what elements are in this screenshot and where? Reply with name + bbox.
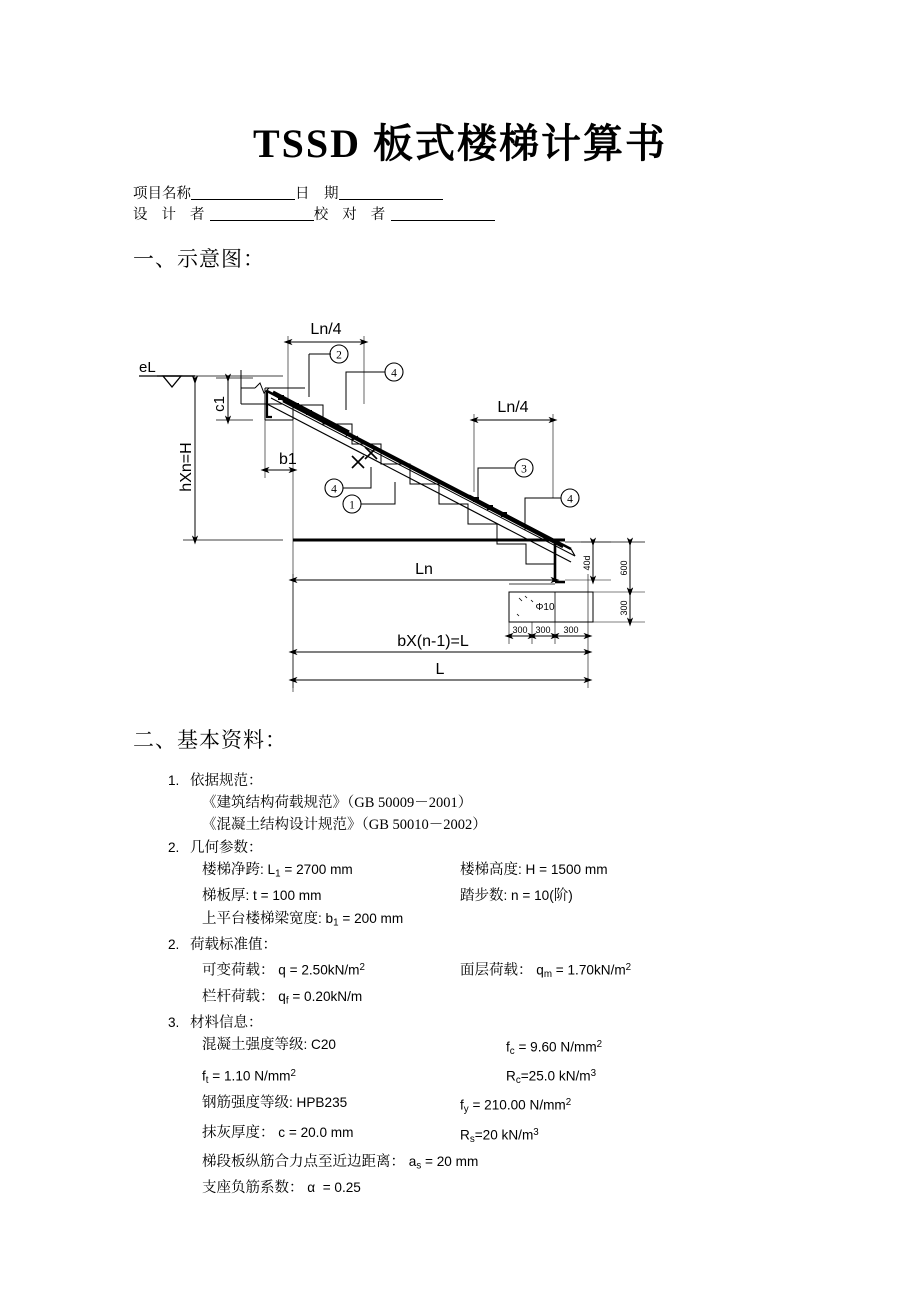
callout-3-label: 3: [521, 463, 527, 476]
mat-fy: $f_y = 210.00$ $N/mm^2$: [460, 1097, 572, 1116]
basics-item-geometry: [133, 837, 833, 935]
basics-item-loads-index: 2.: [168, 937, 180, 953]
table-row: [202, 1063, 833, 1092]
basics-item-geometry-index: 2.: [168, 839, 180, 855]
basics-item-loads: [133, 934, 833, 1012]
level-mark-label: eL: [139, 359, 156, 376]
basics-item-codes-head: [168, 770, 833, 792]
project-name-label: 项目名称: [133, 186, 191, 202]
basics-item-materials-index: 3.: [168, 1015, 180, 1031]
w300-c-label: 300: [563, 625, 579, 635]
project-name-input[interactable]: [191, 199, 295, 200]
basics-item-materials-head: [168, 1012, 833, 1034]
page-title: TSSD 板式楼梯计算书: [252, 121, 668, 166]
mat-rc: $R_c=25.0$ $kN/m^3$: [506, 1068, 597, 1087]
geo-steps: 踏步数: n = 10(阶): [460, 888, 573, 905]
L-label: L: [435, 661, 445, 678]
basics-item-geometry-title: 几何参数：: [190, 839, 263, 856]
mat-rs: $R_s=20$ $kN/m^3$: [460, 1126, 539, 1145]
code-ref-loads: 《建筑结构荷载规范》（GB 50009－2001）: [202, 795, 473, 812]
table-row: [202, 1122, 833, 1151]
geo-thickness: 梯板厚: t = 100 mm: [202, 888, 322, 905]
mat-alpha: 支座负筋系数： α = 0.25: [202, 1180, 361, 1197]
designer-input[interactable]: [210, 220, 314, 221]
mat-fc: $f_c = 9.60$ $N/mm^2$: [506, 1039, 603, 1058]
basics-item-codes-index: 1.: [168, 773, 180, 788]
callout-1-label: 1: [349, 499, 355, 512]
header-fields: [133, 184, 495, 226]
callout-4b-label: 4: [331, 483, 337, 496]
table-row: [202, 908, 833, 935]
designer-label: 设 计 者: [133, 207, 210, 223]
table-row: [202, 986, 833, 1013]
d40-label: 40d: [582, 555, 592, 571]
stair-schematic-svg: [133, 292, 673, 692]
b-n-1-label: bX(n-1)=L: [397, 633, 469, 650]
basics-item-loads-title: 荷载标准值：: [190, 937, 277, 954]
h300-label: 300: [619, 600, 629, 616]
basics-item-geometry-head: [168, 837, 833, 859]
ln-label: Ln: [415, 561, 433, 578]
w300-b-label: 300: [535, 625, 551, 635]
mat-concrete-grade: 混凝土强度等级: C20: [202, 1037, 336, 1054]
header-row-project-date: [133, 184, 495, 205]
code-ref-concrete: 《混凝土结构设计规范》（GB 50010－2002）: [202, 817, 487, 834]
date-input[interactable]: [339, 199, 443, 200]
basics-item-materials: [133, 1012, 833, 1199]
mat-as: 梯段板纵筋合力点至近边距离： $a_s = 20$ mm: [202, 1153, 479, 1172]
callout-4c-label: 4: [567, 493, 573, 506]
geo-height: 楼梯高度: H = 1500 mm: [460, 861, 608, 878]
mat-steel-grade: 钢筋强度等级: HPB235: [202, 1095, 348, 1112]
load-railing: 栏杆荷载： $q_f = 0.20kN/m$: [202, 988, 363, 1006]
basics-item-codes-title: 依据规范：: [190, 773, 263, 789]
load-variable: 可变荷载： $q = 2.50kN/m^2$: [202, 961, 365, 978]
stair-schematic-diagram: [133, 292, 673, 692]
w300-a-label: 300: [512, 625, 528, 635]
table-row: [202, 885, 833, 907]
section-heading-basics: 二、基本资料：: [133, 728, 287, 752]
date-label: 日 期: [295, 186, 339, 202]
rebar-note-label: Φ10: [535, 602, 555, 613]
table-row: [202, 1092, 833, 1121]
section-heading-diagram: 一、示意图：: [133, 247, 265, 271]
h600-label: 600: [619, 560, 629, 576]
checker-label: 校 对 者: [313, 207, 391, 223]
callout-2-label: 2: [336, 349, 342, 362]
basics-item-codes: [133, 770, 833, 837]
basics-item-materials-title: 材料信息：: [190, 1015, 263, 1032]
geo-span: 楼梯净跨: $L_1 = 2700$ mm: [202, 861, 353, 880]
header-row-designer-checker: [133, 205, 495, 226]
checker-input[interactable]: [391, 220, 495, 221]
ln-quarter-right-label: Ln/4: [497, 399, 529, 416]
table-row: [202, 957, 833, 986]
c1-label: c1: [211, 396, 228, 412]
mat-plaster: 抹灰厚度： c = 20.0 mm: [202, 1124, 354, 1141]
mat-ft: $f_t = 1.10$ $N/mm^2$: [202, 1068, 296, 1087]
callout-4a-label: 4: [391, 367, 397, 380]
geo-beam-width: 上平台楼梯梁宽度: $b_1 = 200$ mm: [202, 910, 404, 929]
table-row: [202, 1034, 833, 1063]
table-row: [202, 859, 833, 886]
load-surface: 面层荷载： $q_m = 1.70kN/m^2$: [460, 961, 632, 980]
basics-content: [133, 770, 833, 1199]
total-height-label: hXn=H: [178, 442, 195, 492]
ln-quarter-left-label: Ln/4: [310, 321, 342, 338]
basics-item-loads-head: [168, 934, 833, 956]
b1-label: b1: [279, 451, 297, 468]
